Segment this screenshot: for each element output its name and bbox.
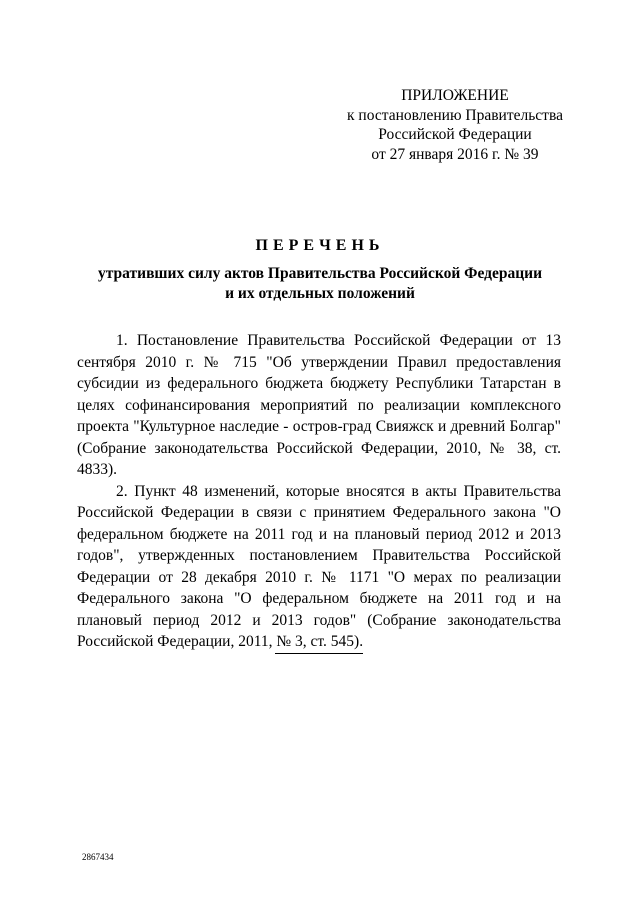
document-code: 2867434 [82,852,114,862]
list-item: 1. Постановление Правительства Российской Федерации от 13 сентября 2010 г. № 715 "Об утверждении Правил предоставления субсидии из федерального бюджета бюджету Республики Татарстан в целях софинансирования мероприятий по реализации комплексного проекта "Культурное наследие - остров-град Свияжск и древний Болгар" (Собрание законодательства Российской Федерации, 2010, № 38, ст. 4833). [77,332,561,478]
appendix-date-number: от 27 января 2016 г. № 39 [371,145,539,163]
subtitle-line: и их отдельных положений [225,285,415,302]
list-item: 2. Пункт 48 изменений, которые вносятся в акты Правительства Российской Федерации в связи с принятием Федерального закона "О федеральном бюджете на 2011 год и на плановый период 2012 и 2013 годов", утвержденных постановлением Правительства Российской Федерации от 28 декабря 2010 г. № 1171 "О мерах по реализации Федерального закона "О федеральном бюджете на 2011 год и на плановый период 2012 и 2013 годов" (Собрание законодательства Российской Федерации, 2011, № 3, ст. 545). [77,482,561,650]
document-heading: ПЕРЕЧЕНЬ [255,237,385,254]
appendix-line: Российской Федерации [378,126,532,143]
appendix-title: ПРИЛОЖЕНИЕ [401,87,509,104]
document-body [77,330,561,653]
document-subtitle [60,264,580,304]
divider-line [275,653,363,654]
appendix-header [330,86,580,164]
title-block [60,236,580,304]
appendix-line: к постановлению Правительства [347,106,563,124]
subtitle-line: утративших силу актов Правительства Российской Федерации [98,265,542,282]
